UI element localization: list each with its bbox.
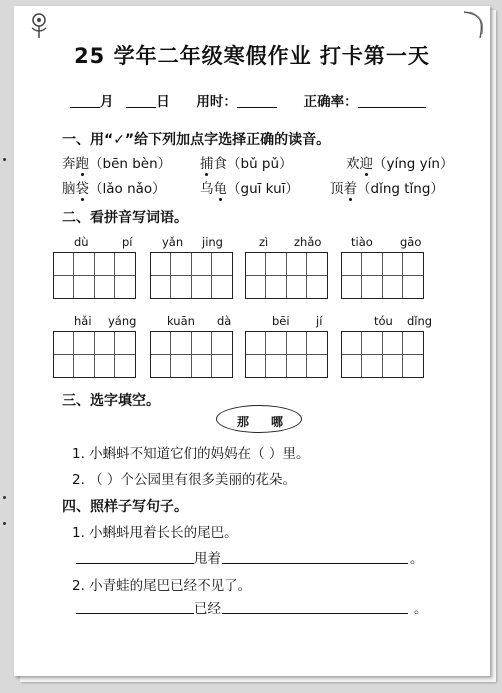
pinyin-syllable: jí	[316, 314, 323, 328]
writing-grid[interactable]	[53, 252, 136, 299]
dotted-char: 跑	[76, 152, 90, 172]
pinyin-syllable: yǎn	[162, 235, 184, 249]
sentence-keyword-1: 甩着	[194, 551, 221, 567]
pinyin-choice[interactable]: 奔跑（bēn bèn）	[62, 152, 171, 172]
pinyin-syllable: tóu	[374, 314, 393, 328]
pinyin-syllable: dǐng	[407, 314, 433, 328]
scan-speck	[3, 158, 6, 161]
pinyin-syllable: dà	[217, 314, 232, 328]
pushpin-icon	[28, 12, 50, 40]
month-label: 月	[100, 94, 114, 110]
fill-blank-item-1[interactable]: 1. 小蝌蚪不知道它们的妈妈在（ ）里。	[72, 446, 310, 462]
worksheet	[14, 6, 490, 676]
example-sentence-2: 2. 小青蛙的尾巴已经不见了。	[72, 578, 252, 594]
sentence-blank-before-2[interactable]	[76, 613, 194, 614]
day-label: 日	[156, 94, 170, 110]
header-fields	[70, 90, 426, 110]
reading-options: （yíng yín）	[373, 156, 454, 172]
pinyin-syllable: hǎi	[74, 314, 92, 328]
reading-options: （bēn bèn）	[89, 156, 172, 172]
section-4-heading: 四、照样子写句子。	[62, 499, 188, 515]
sentence-keyword-2: 已经	[194, 601, 221, 617]
reading-options: （lǎo nǎo）	[89, 181, 166, 197]
sentence-blank-before-1[interactable]	[76, 563, 194, 564]
pinyin-syllable: gāo	[400, 235, 422, 249]
dotted-char: 迎	[360, 152, 374, 172]
section-2-heading: 二、看拼音写词语。	[62, 210, 188, 226]
time-used-blank[interactable]	[237, 93, 277, 108]
page-title: 25 学年二年级寒假作业 打卡第一天	[74, 44, 430, 68]
sentence-blank-after-2[interactable]	[222, 613, 408, 614]
accuracy-blank[interactable]	[358, 93, 426, 108]
pinyin-choice[interactable]: 乌龟（guī kuī）	[200, 177, 299, 197]
section-3-heading: 三、选字填空。	[62, 393, 160, 409]
reading-options: （dǐng tǐng）	[357, 181, 444, 197]
pinyin-choice[interactable]: 捕食（bǔ pǔ）	[200, 152, 293, 172]
writing-grid[interactable]	[150, 331, 233, 378]
pinyin-syllable: pí	[122, 235, 133, 249]
pinyin-choice[interactable]: 顶着（dǐng tǐng）	[330, 177, 444, 197]
month-blank[interactable]	[70, 93, 100, 108]
pinyin-syllable: dù	[74, 235, 89, 249]
pinyin-syllable: kuān	[167, 314, 195, 328]
accuracy-label: 正确率：	[303, 94, 358, 110]
page-curl-icon	[460, 10, 486, 40]
pinyin-syllable: bēi	[272, 314, 290, 328]
pinyin-syllable: zì	[259, 235, 269, 249]
scan-speck	[3, 496, 6, 499]
dotted-char: 捕	[200, 152, 214, 172]
writing-grid[interactable]	[53, 331, 136, 378]
sentence-end-1: 。	[410, 551, 424, 567]
dotted-char: 着	[344, 177, 358, 197]
pinyin-choice[interactable]: 欢迎（yíng yín）	[346, 152, 453, 172]
word-choice-oval	[216, 405, 302, 433]
section-1-heading: 一、用“✓”给下列加点字选择正确的读音。	[62, 132, 331, 148]
pinyin-syllable: jing	[202, 235, 223, 249]
writing-grid[interactable]	[341, 252, 424, 299]
pinyin-syllable: zhǎo	[294, 235, 322, 249]
sentence-end-2: 。	[414, 601, 428, 617]
writing-grid[interactable]	[341, 331, 424, 378]
dotted-char: 龟	[214, 177, 228, 197]
example-sentence-1: 1. 小蝌蚪甩着长长的尾巴。	[72, 525, 238, 541]
scan-speck	[3, 522, 6, 525]
pinyin-syllable: yáng	[108, 314, 137, 328]
writing-grid[interactable]	[245, 252, 328, 299]
reading-options: （bǔ pǔ）	[227, 156, 293, 172]
fill-blank-item-2[interactable]: 2. （ ）个公园里有很多美丽的花朵。	[72, 472, 296, 488]
sentence-blank-after-1[interactable]	[222, 563, 408, 564]
reading-options: （guī kuī）	[227, 181, 299, 197]
time-used-label: 用时：	[196, 94, 237, 110]
dotted-char: 袋	[76, 177, 90, 197]
writing-grid[interactable]	[150, 252, 233, 299]
writing-grid[interactable]	[245, 331, 328, 378]
choice-word: 那	[237, 415, 250, 429]
pinyin-syllable: tiào	[351, 235, 373, 249]
pinyin-choice[interactable]: 脑袋（lǎo nǎo）	[62, 177, 166, 197]
choice-word: 哪	[271, 415, 284, 429]
day-blank[interactable]	[126, 93, 156, 108]
